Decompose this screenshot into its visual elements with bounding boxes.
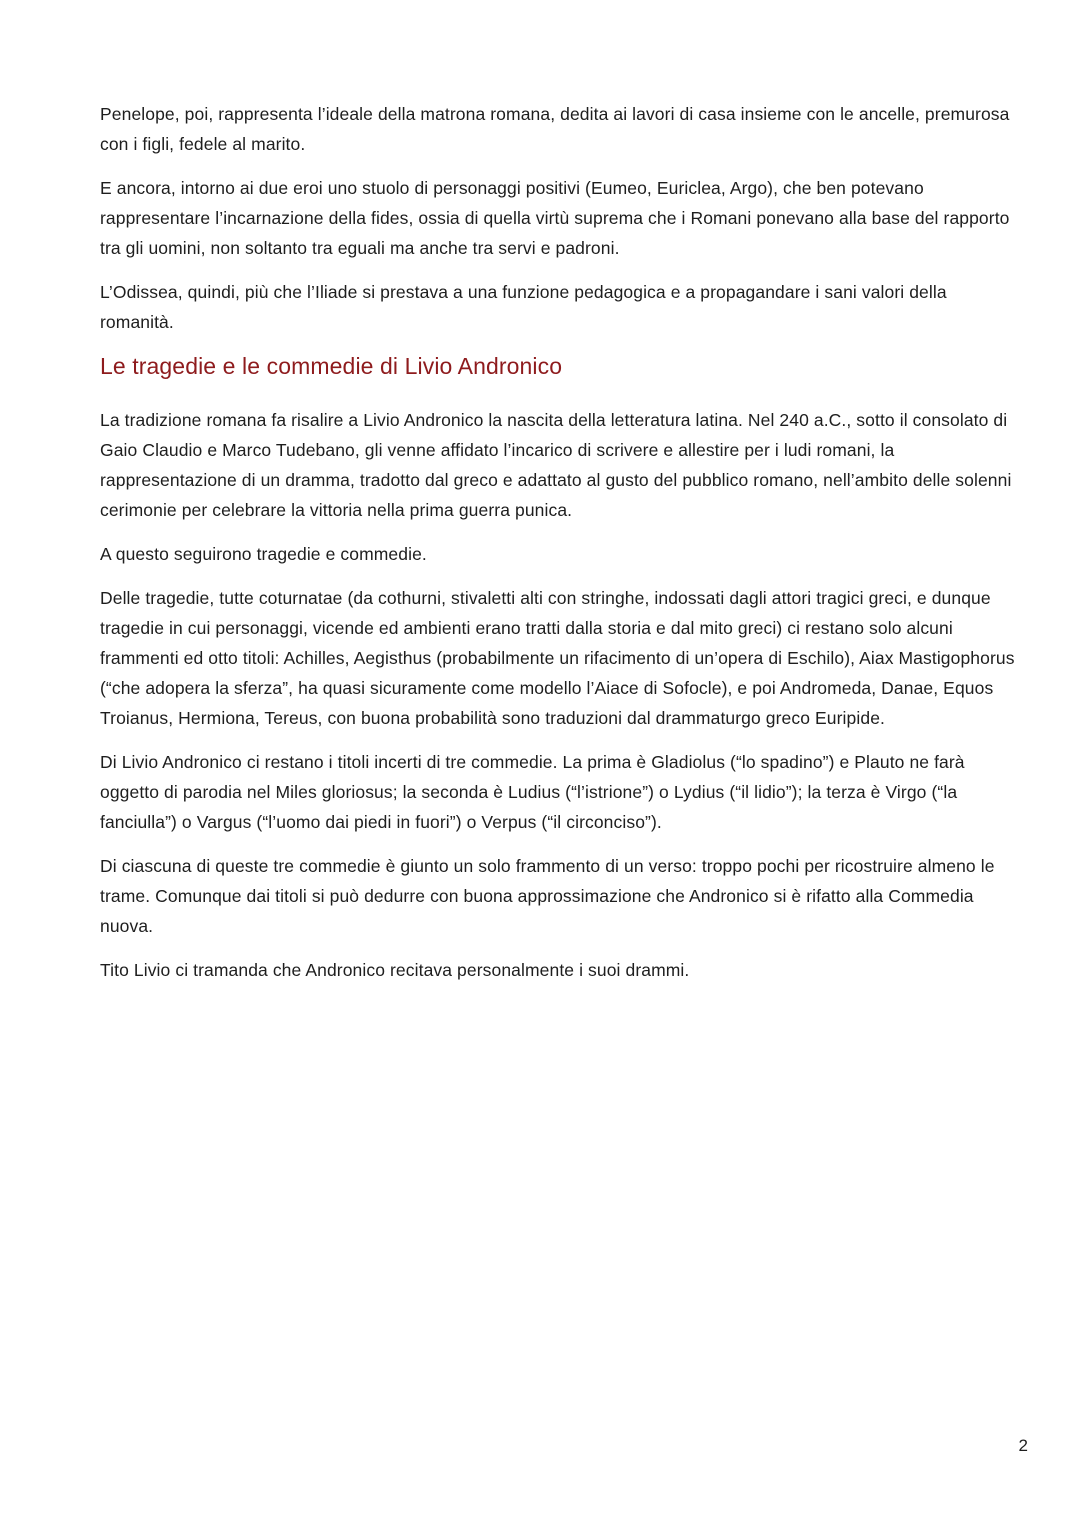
paragraph-seguirono-tragedie: A questo seguirono tragedie e commedie. bbox=[100, 544, 427, 564]
paragraph-personaggi-positivi: E ancora, intorno ai due eroi uno stuolo di personaggi positivi (Eumeo, Euriclea, Argo), che ben potevano rappresentare l’incarnazione della fides, ossia di quella virtù suprema che i Romani ponevano alla base del rapporto tra gli uomini, non soltanto tra eguali ma anche tra servi e padroni. bbox=[100, 178, 1010, 258]
page-number: 2 bbox=[1018, 1436, 1028, 1455]
paragraph-tradizione-romana: La tradizione romana fa risalire a Livio Andronico la nascita della letteratura latina. Nel 240 a.C., sotto il consolato di Gaio Claudio e Marco Tudebano, gli venne affidato l’incarico di scrivere e allestire per i ludi romani, la rappresentazione di un dramma, tradotto dal greco e adattato al gusto del pubblico romano, nell’ambito delle solenni cerimonie per celebrare la vittoria nella prima guerra punica. bbox=[100, 410, 1012, 520]
paragraph-frammento-verso: Di ciascuna di queste tre commedie è giunto un solo frammento di un verso: troppo pochi per ricostruire almeno le trame. Comunque dai titoli si può dedurre con buona approssimazione che Andronico si è rifatto alla Commedia nuova. bbox=[100, 856, 995, 936]
paragraph-odissea-pedagogica: L’Odissea, quindi, più che l’Iliade si prestava a una funzione pedagogica e a propagandare i sani valori della romanità. bbox=[100, 282, 947, 332]
paragraph-tito-livio: Tito Livio ci tramanda che Andronico recitava personalmente i suoi drammi. bbox=[100, 960, 690, 980]
paragraph-penelope: Penelope, poi, rappresenta l’ideale della matrona romana, dedita ai lavori di casa insieme con le ancelle, premurosa con i figli, fedele al marito. bbox=[100, 104, 1010, 154]
paragraph-commedie-incerte: Di Livio Andronico ci restano i titoli incerti di tre commedie. La prima è Gladiolus (“lo spadino”) e Plauto ne farà oggetto di parodia nel Miles gloriosus; la seconda è Ludius (“l’istrione”) o Lydius (“il lidio”); la terza è Virgo (“la fanciulla”) o Vargus (“l’uomo dai piedi in fuori”) o Verpus (“il circonciso”). bbox=[100, 752, 965, 832]
paragraph-delle-tragedie: Delle tragedie, tutte coturnatae (da cothurni, stivaletti alti con stringhe, indossati dagli attori tragici greci, e dunque tragedie in cui personaggi, vicende ed ambienti erano tratti dalla storia e dal mito greci) ci restano solo alcuni frammenti ed otto titoli: Achilles, Aegisthus (probabilmente un rifacimento di un’opera di Eschilo), Aiax Mastigophorus (“che adopera la sferza”, ha quasi sicuramente come modello l’Aiace di Sofocle), e poi Andromeda, Danae, Equos Troianus, Hermiona, Tereus, con buona probabilità sono traduzioni dal drammaturgo greco Euripide. bbox=[100, 588, 1015, 728]
section-heading-tragedie-commedie: Le tragedie e le commedie di Livio Andronico bbox=[100, 353, 563, 379]
